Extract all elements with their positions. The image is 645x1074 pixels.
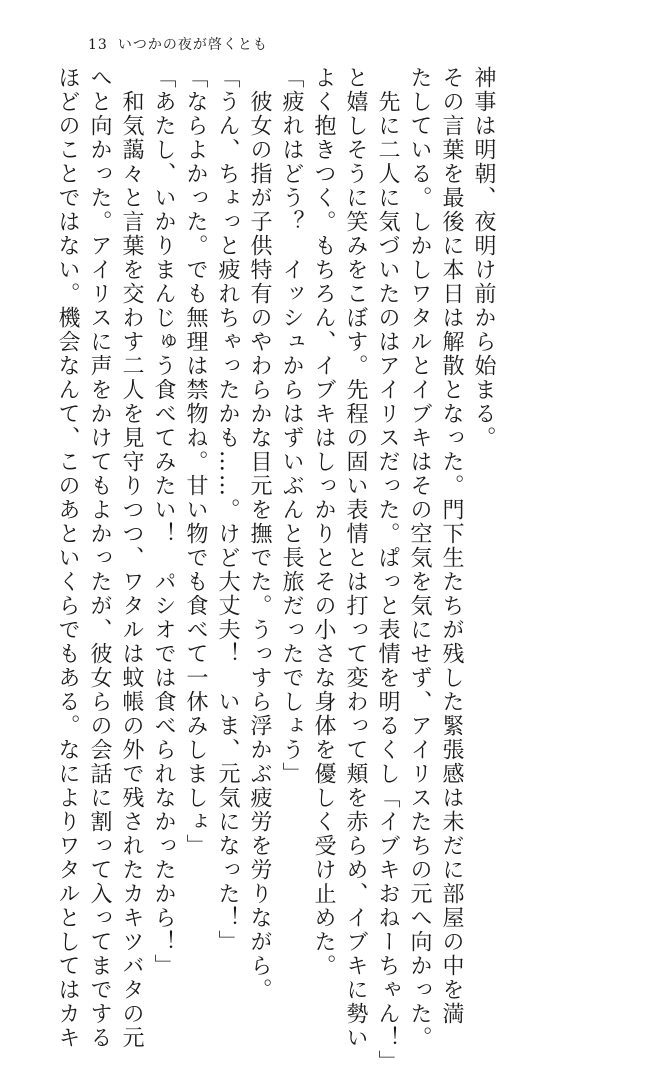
text-line: ほどのことではない。機会なんて、このあといくらでもある。なによりワタルとしてはカキ (55, 66, 80, 1050)
text-line: 彼女の指が子供特有のやわらかな目元を撫でた。うっすら浮かぶ疲労を労りながら。 (247, 66, 272, 1002)
text-line: たしている。しかしワタルとイブキはその空気を気にせず、アイリスたちの元へ向かった。 (407, 66, 432, 1050)
text-line: 先に二人に気づいたのはアイリスだった。ぱっと表情を明るくし「イブキおねーちゃん！」 (375, 66, 400, 1074)
page-number: 13 (88, 37, 108, 53)
text-line: 和気藹々と言葉を交わす二人を見守りつつ、ワタルは蚊帳の外で残されたカキツバタの元 (119, 66, 144, 1050)
text-line: 「ならよかった。でも無理は禁物ね。甘い物でも食べて一休みしましょ」 (183, 66, 208, 858)
text-line: よく抱きつく。もちろん、イブキはしっかりとその小さな身体を優しく受け止めた。 (311, 66, 336, 978)
book-title: いつかの夜が啓くとも (117, 37, 268, 53)
body-text (55, 66, 499, 1074)
text-line: その言葉を最後に本日は解散となった。門下生たちが残した緊張感は未だに部屋の中を満 (439, 66, 464, 1026)
text-line: へと向かった。アイリスに声をかけてもよかったが、彼女らの会話に割って入ってまでする (87, 66, 112, 1050)
text-line: と嬉しそうに笑みをこぼす。先程の固い表情とは打って変わって頬を赤らめ、イブキに勢い (343, 66, 368, 1050)
running-header (88, 34, 268, 54)
text-line: 「うん、ちょっと疲れちゃったかも……。けど大丈夫！ いま、元気になった！」 (215, 66, 240, 954)
text-line: 神事は明朝、夜明け前から始まる。 (471, 66, 496, 450)
text-line: 「疲れはどう？ イッシュからはずいぶんと長旅だったでしょう」 (279, 66, 304, 786)
text-line: 「あたし、いかりまんじゅう食べてみたい！ パシオでは食べられなかったから！」 (151, 66, 176, 978)
